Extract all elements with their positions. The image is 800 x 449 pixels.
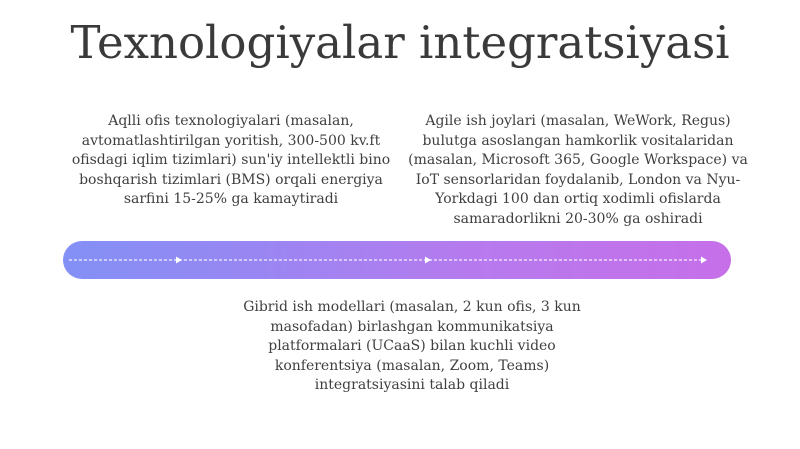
timeline-text-2: Agile ish joylari (masalan, WeWork, Regus) bulutga asoslangan hamkorlik vositalaridan (masalan, Microsoft 365, Google Workspace) va IoT sensorlaridan foydalanib, London va Nyu-Yorkdagi 100 dan ortiq xodimli ofislarda samaradorlikni 20-30% ga oshiradi bbox=[408, 113, 748, 227]
timeline-text-1: Aqlli ofis texnologiyalari (masalan, avtomatlashtirilgan yoritish, 300-500 kv.ft ofisdagi iqlim tizimlari) sun'iy intellektli bino boshqarish tizimlari (BMS) orqali energiya sarfini 15-25% ga kamaytiradi bbox=[71, 113, 391, 207]
slide-title: Texnologiyalar integratsiyasi bbox=[70, 16, 730, 69]
timeline-arrows bbox=[63, 241, 731, 279]
arrow-right-icon bbox=[425, 257, 431, 264]
timeline-bar bbox=[63, 241, 731, 279]
arrow-right-icon bbox=[176, 257, 182, 264]
arrow-right-icon bbox=[701, 257, 707, 264]
timeline-text-3: Gibrid ish modellari (masalan, 2 kun ofis, 3 kun masofadan) birlashgan kommunikatsiya platformalari (UCaaS) bilan kuchli video konferentsiya (masalan, Zoom, Teams) integratsiyasini talab qiladi bbox=[243, 299, 581, 393]
